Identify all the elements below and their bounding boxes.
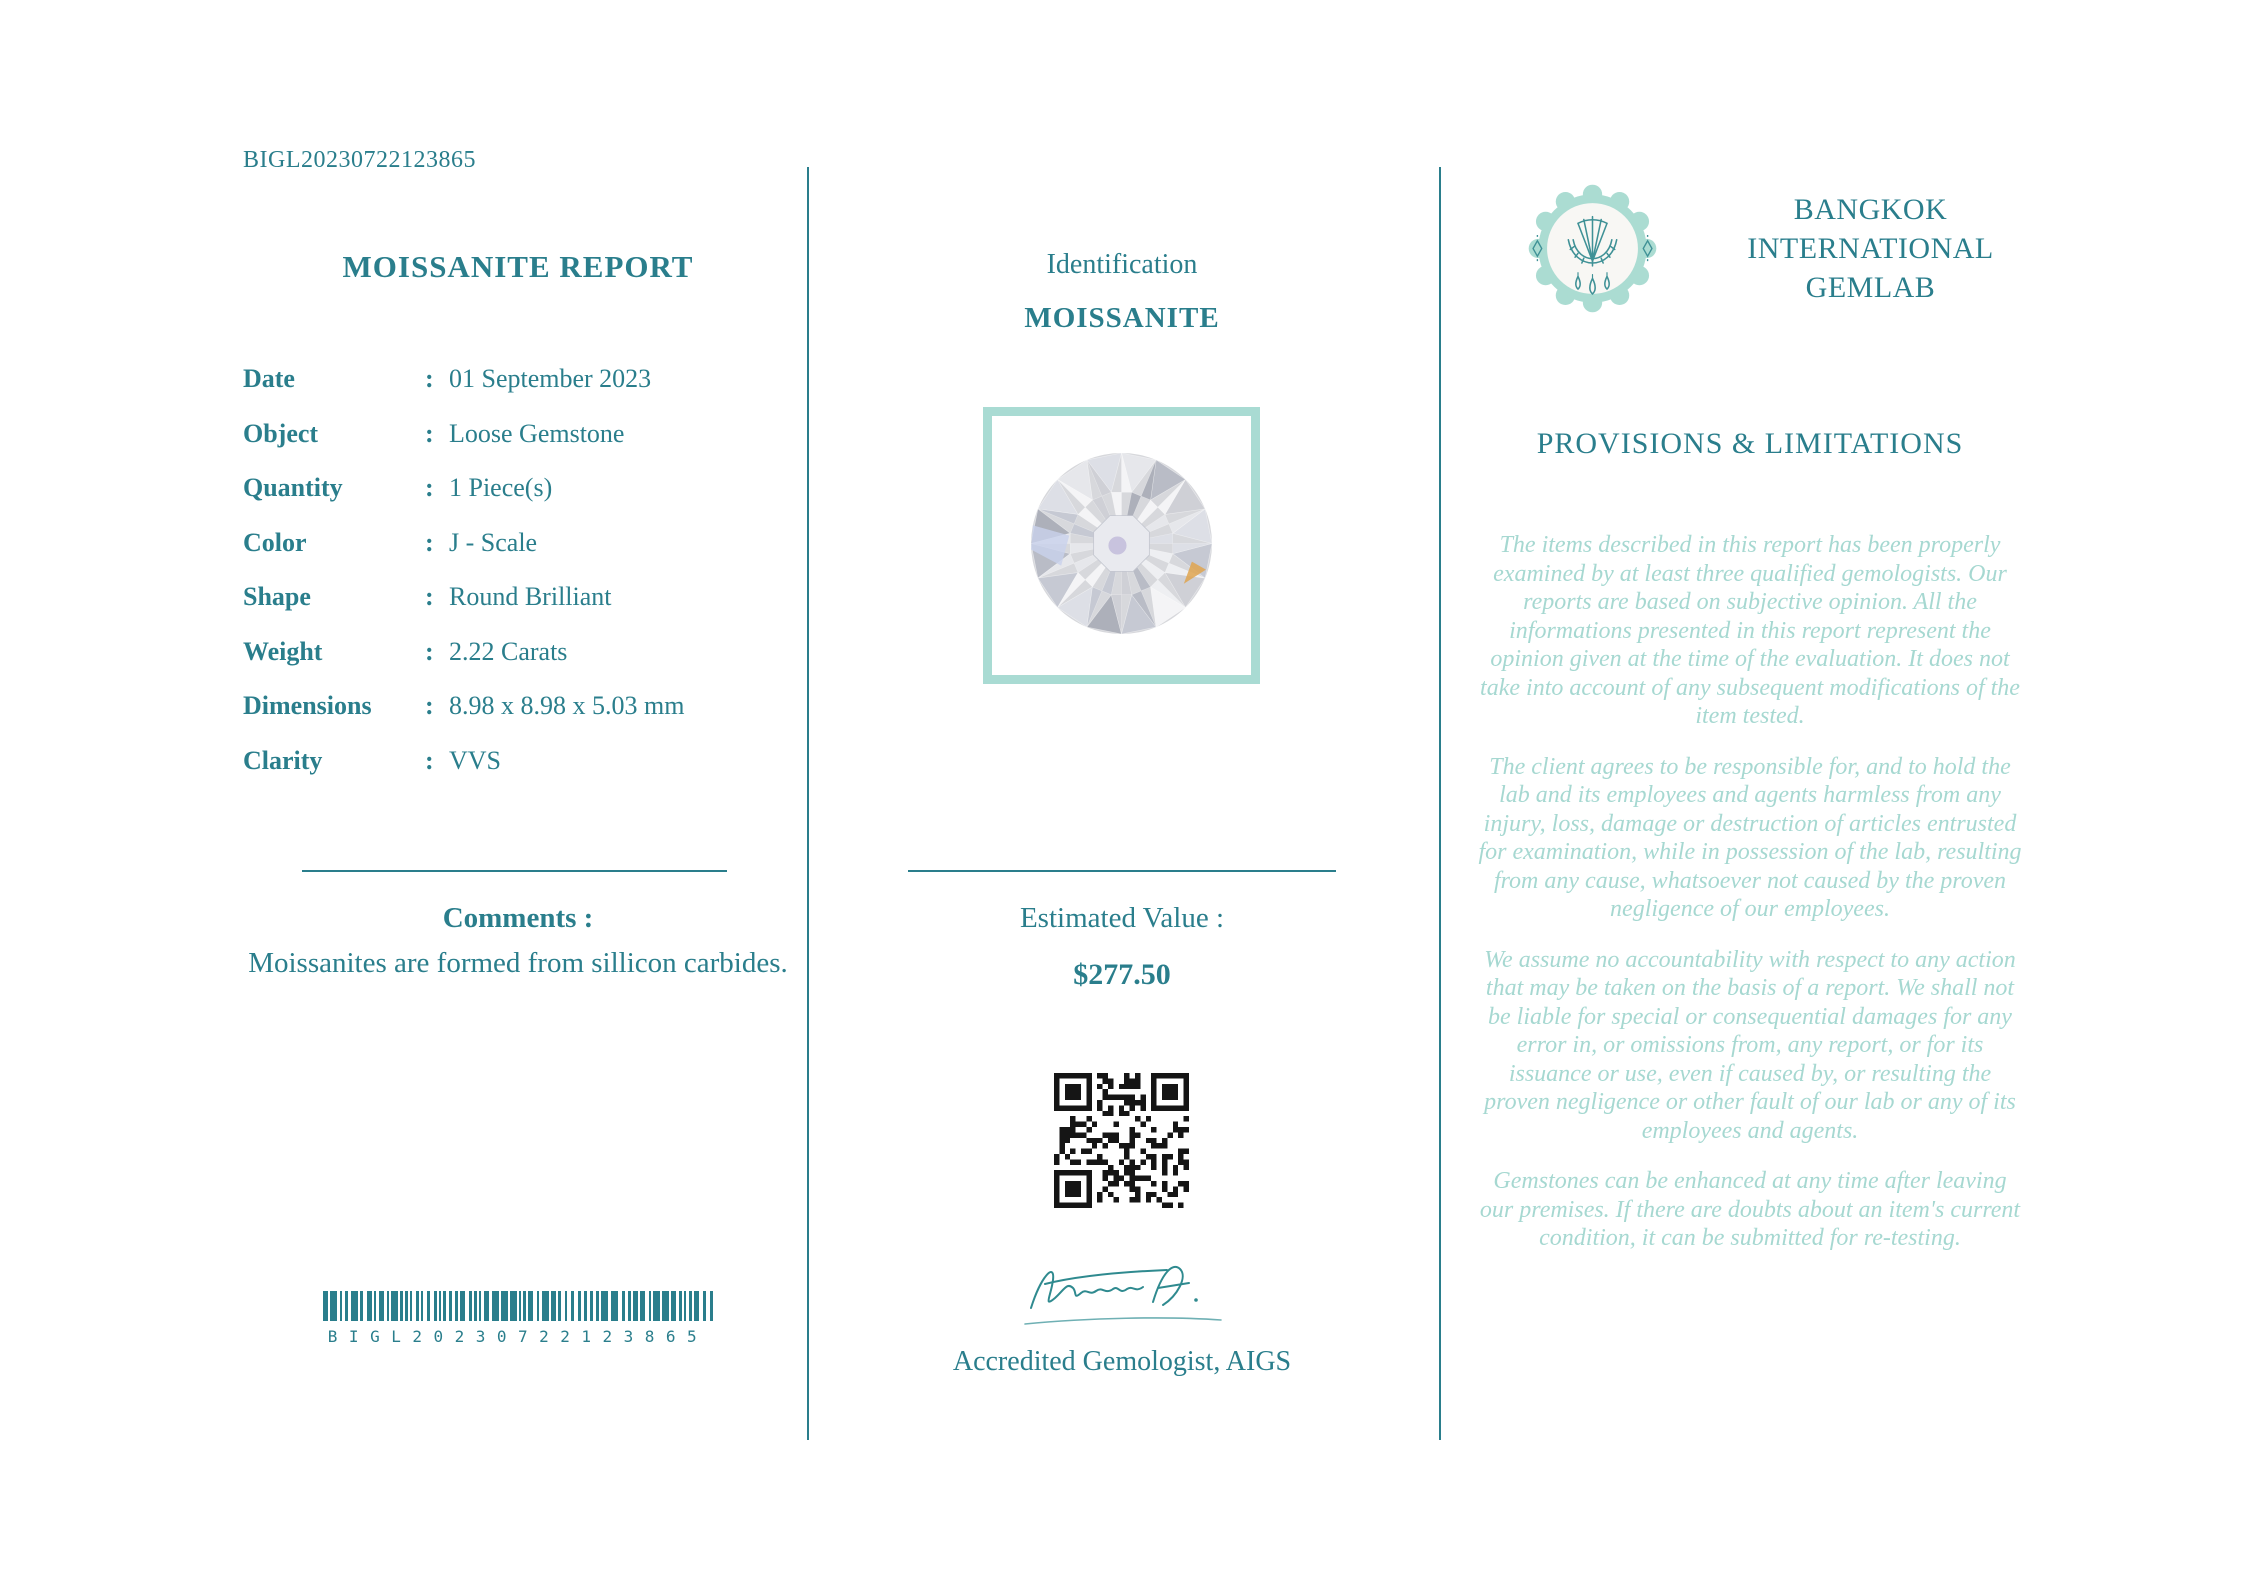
field-value: VVS (449, 745, 502, 775)
report-title: MOISSANITE REPORT (342, 249, 694, 284)
comments-divider-line (302, 870, 727, 872)
provisions-paragraph: The items described in this report has been properly examined by at least three qualified gemologists. Our reports are based on subjective opinion. All the informations presented in this report represent the opinion given at the time of the evaluation. It does not take into account of any subsequent modifications of the item tested. (1480, 532, 2020, 729)
table-row (243, 637, 793, 692)
field-label: Object (243, 418, 319, 448)
field-label: Color (243, 527, 307, 557)
field-label: Date (243, 364, 295, 393)
report-details-table (243, 364, 793, 800)
signer-title: Accredited Gemologist, AIGS (952, 1346, 1292, 1377)
column-divider-left (807, 167, 809, 1440)
report-column (243, 0, 793, 1589)
lab-header (1450, 176, 2050, 321)
lab-name-line: INTERNATIONAL (1747, 232, 1994, 265)
barcode-text: BIGL20230722123865 (327, 1327, 709, 1346)
field-colon: : (425, 527, 434, 557)
field-label: Shape (243, 582, 311, 611)
comments-text: Moissanites are formed from sillicon carbides. (248, 947, 788, 979)
field-colon: : (425, 745, 434, 775)
identification-heading: Identification (1046, 249, 1198, 280)
identification-value: MOISSANITE (1024, 302, 1220, 334)
table-row (243, 473, 793, 528)
estimated-value: $277.50 (1073, 958, 1171, 991)
lab-logo-icon (1520, 176, 1665, 321)
field-colon: : (425, 473, 434, 502)
field-value: Round Brilliant (449, 582, 612, 611)
lab-column (1450, 0, 2050, 1589)
barcode-bars (323, 1291, 713, 1326)
table-row (243, 746, 793, 801)
lab-name-line: BANGKOK (1793, 193, 1948, 226)
table-row (243, 528, 793, 583)
field-colon: : (425, 418, 434, 448)
provisions-paragraph: The client agrees to be responsible for, and to hold the lab and its employees and agents harmless from any injury, loss, damage or destruction of articles entrusted for examination, while in possession of the lab, resulting from any cause, whatsoever not caused by the proven negligence of our employees. (1478, 753, 2022, 922)
gem-photo-frame (983, 407, 1260, 684)
table-row (243, 419, 793, 474)
provisions-paragraph: We assume no accountability with respect to any action that may be taken on the basis of a report. We shall not be liable for special or consequential damages for any error in, or omissions from, any report, or for its issuance or use, even if caused by, or resulting the proven negligence or other fault of our lab or any of its employees and agents. (1484, 946, 2016, 1144)
field-value: 01 September 2023 (449, 364, 652, 393)
table-row (243, 582, 793, 637)
table-row (243, 364, 793, 419)
provisions-paragraph: Gemstones can be enhanced at any time after leaving our premises. If there are doubts about an item's current condition, it can be submitted for re-testing. (1479, 1168, 2021, 1251)
lab-name-line: GEMLAB (1805, 271, 1936, 304)
barcode (323, 1291, 713, 1346)
signature-underline (1025, 1318, 1221, 1324)
lab-name (1691, 190, 2050, 307)
provisions-text (1478, 531, 2022, 1275)
field-value: 8.98 x 8.98 x 5.03 mm (449, 691, 685, 720)
column-divider-right (1439, 167, 1441, 1440)
report-number: BIGL20230722123865 (243, 147, 476, 173)
gem-photo (1029, 451, 1214, 641)
gemologist-signature (1017, 1250, 1227, 1335)
field-colon: : (425, 691, 434, 720)
field-colon: : (425, 636, 434, 666)
estimated-value-label: Estimated Value : (1019, 902, 1225, 934)
qr-code (1054, 1073, 1189, 1208)
field-value: J - Scale (449, 527, 538, 557)
field-value: 2.22 Carats (449, 636, 568, 666)
field-colon: : (425, 582, 434, 611)
field-label: Clarity (243, 745, 323, 775)
field-value: 1 Piece(s) (449, 473, 553, 502)
signature-icon (1017, 1250, 1227, 1335)
field-label: Quantity (243, 473, 343, 502)
provisions-heading: PROVISIONS & LIMITATIONS (1536, 427, 1964, 460)
field-label: Weight (243, 636, 323, 666)
field-colon: : (425, 364, 434, 393)
identification-column (830, 0, 1414, 1589)
field-value: Loose Gemstone (449, 418, 625, 448)
comments-heading: Comments : (442, 902, 594, 934)
field-label: Dimensions (243, 691, 372, 720)
table-row (243, 691, 793, 746)
value-divider-line (908, 870, 1336, 872)
